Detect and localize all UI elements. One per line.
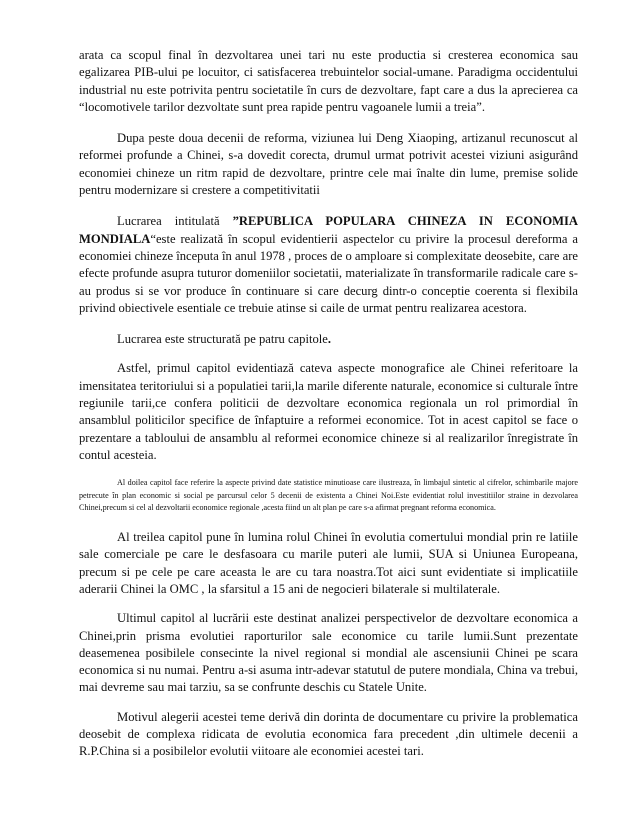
structure-text: Lucrarea este structurată pe patru capitole bbox=[117, 332, 328, 347]
paragraph-motivation: Motivul alegerii acestei teme derivă din dorinta de documentare cu privire la problematica deosebit de complexa ridicata de evolutia economica fara precedent ,din ultimele decenii a R.P.China si a posibilelor evolutii viitoare ale economiei acestei tari. bbox=[79, 709, 578, 759]
structure-period: . bbox=[327, 332, 331, 347]
paragraph-chapter-three: Al treilea capitol pune în lumina rolul Chinei în evolutia comertului mondial prin re latiile sale comerciale pe care le desfasoara cu marile puteri ale lumii, SUA si Uniunea Europeana, precum si pe cele pe care aceasta le are cu tara noastra.Tot aici sunt evidentiate si implicatiile aderarii Chinei la OMC , la sfarsitul a 15 ani de negocieri bilaterale si multilaterale. bbox=[79, 530, 578, 596]
paragraph-chapter-four: Ultimul capitol al lucrării este destinat analizei perspectivelor de dezvoltare economica a Chinei,prin prisma evolutiei raporturilor sale economice cu tarile lumii.Sunt prezentate deasemenea posibilele consecinte la nivel regional si mondial ale ascensiunii Chinei pe scara economica si nu numai. Pentru a-si asuma intr-adevar statutul de putere mondiala, China va trebui, mai devreme sau mai tarziu, sa se confrunte deschis cu Statele Unite. bbox=[79, 611, 578, 695]
paragraph-deng-xiaoping: Dupa peste doua decenii de reforma, viziunea lui Deng Xiaoping, artizanul recunoscut al reformei profunde a Chinei, s-a dovedit corecta, drumul urmat potrivit acestei viziuni asigurând economiei chineze un ritm rapid de dezvoltare, printre cele mai înalte din lume, premise solide pentru modernizare si crestere a competitivitatii bbox=[79, 131, 578, 198]
work-title-bold: ”REPUBLICA POPULARA CHINEZA IN ECONOMIA MONDIALA bbox=[79, 214, 578, 246]
paragraph-chapter-one: Astfel, primul capitol evidentiază cateva aspecte monografice ale Chinei referitoare la imensitatea teritoriului si a populatiei tarii,la marile diferente naturale, economice si culturale între regiunile tarii,ce confera politicii de dezvoltare economica regionala un rol primordial în ansamblul politicilor specifice de înfaptuire a reformei economice. Tot in acest capitol se face o prezentare a tabloului de ansamblu al reformei economice chineze si al realizarilor înregistrate în contul acesteia. bbox=[79, 361, 578, 462]
paragraph-work-title bbox=[79, 213, 578, 317]
paragraph-intro: arata ca scopul final în dezvoltarea unei tari nu este productia si cresterea economica sau egalizarea PIB-ului pe locuitor, ci satisfacerea trebuintelor social-umane. Paradigma occidentului industrial nu este potrivita pentru societatile în curs de dezvoltare, fapt care a dus la aprecierea ca “locomotivele tarilor dezvoltate sunt prea rapide pentru vagoanele lumii a treia”. bbox=[79, 48, 578, 114]
paragraph-structure bbox=[79, 331, 578, 348]
paragraph-chapter-two: Al doilea capitol face referire la aspecte privind date statistice minutioase care ilustreaza, în limbajul sintetic al cifrelor, schimbarile majore petrecute în plan economic si social pe parcursul celor 5 decenii de existenta a Chinei Noi.Este evidentiat rolul investitiilor straine in dezvolarea Chinei,precum si cel al dezvoltarii economice regionale ,acesta fiind un alt plan pe care s-a afirmat pregnant reforma economica. bbox=[79, 478, 578, 513]
work-title-lead: Lucrarea intitulată bbox=[117, 214, 233, 229]
work-title-rest: “este realizată în scopul evidentierii aspectelor cu privire la procesul dereforma a economiei chineze începuta în anul 1978 , proces de o amploare si complexitate deosebite, care are efecte profunde asupra tuturor domeniilor societatii, materializate în transformarile radicale care s-au produs si se vor produce în continuare si care decurg dintr-o conceptie coerenta si flexibila privind obiectivele esentiale ce trebuie atinse si caile de urmat pentru realizarea acestora. bbox=[79, 231, 578, 315]
